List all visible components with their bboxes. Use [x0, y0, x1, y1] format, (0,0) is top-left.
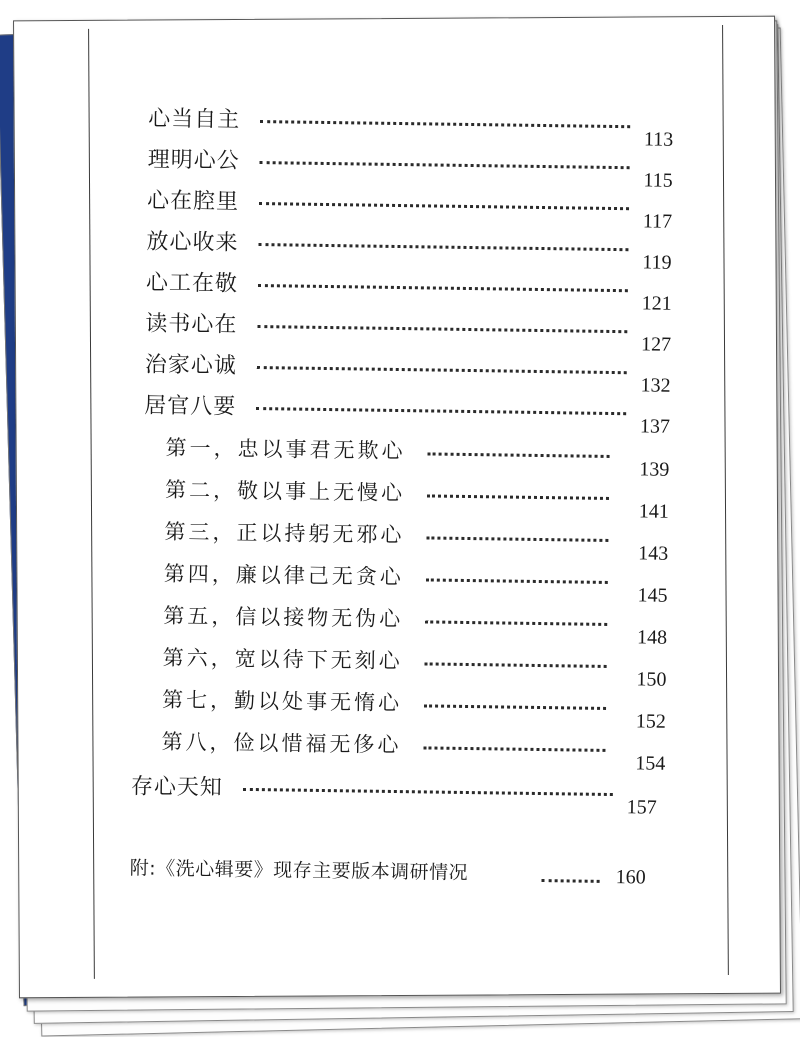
toc-entry-page: 139 — [639, 458, 670, 481]
toc-sub-entry — [163, 558, 684, 607]
toc-sub-entry — [164, 516, 684, 565]
toc-entry-page: 113 — [643, 128, 674, 151]
dot-leader — [542, 879, 600, 883]
toc-entry-page: 152 — [635, 710, 667, 733]
toc-entry-page: 117 — [642, 210, 673, 233]
toc-entry-page: 137 — [639, 415, 671, 438]
toc-sub-entry — [165, 432, 685, 481]
toc-entry-page: 141 — [638, 500, 669, 523]
toc-entry-page: 148 — [636, 626, 668, 649]
toc-entry-page: 154 — [635, 752, 666, 775]
toc-appendix — [129, 853, 669, 899]
toc-page — [13, 16, 781, 999]
toc-entry — [145, 306, 685, 356]
dot-leader — [423, 746, 605, 752]
toc-sub-entry — [164, 474, 685, 523]
toc-entry-title: 居官八要 — [144, 393, 237, 420]
toc-entry-title: 第五，信以接物无伪心 — [163, 603, 404, 632]
toc-entry-title: 读书心在 — [145, 311, 238, 338]
dot-leader — [243, 788, 613, 796]
toc-entry-title: 心工在敬 — [145, 270, 239, 297]
toc-sub-entry — [161, 684, 682, 733]
toc-entry — [144, 388, 684, 438]
toc-entry — [145, 265, 686, 315]
toc-entry — [130, 769, 671, 819]
table-of-contents — [13, 16, 781, 999]
toc-entry-title: 放心收来 — [146, 229, 239, 256]
dot-leader — [260, 161, 630, 169]
toc-appendix-title: 附:《洗心辑要》现存主要版本调研情况 — [129, 857, 469, 885]
dot-leader — [259, 202, 629, 210]
dot-leader — [426, 536, 608, 542]
dot-leader — [426, 578, 608, 584]
toc-entry-title: 第二，敬以事上无慢心 — [164, 477, 406, 506]
toc-entry-title: 第三，正以持躬无邪心 — [164, 519, 405, 548]
dot-leader — [257, 366, 627, 374]
toc-entry-title: 治家心诚 — [144, 352, 237, 379]
toc-entry — [147, 142, 687, 192]
dot-leader — [427, 494, 609, 500]
dot-leader — [258, 243, 628, 251]
toc-entry-title: 第七，勤以处事无惰心 — [161, 687, 403, 716]
toc-entry — [148, 101, 688, 151]
dot-leader — [428, 452, 610, 458]
toc-sub-entry — [162, 642, 682, 691]
toc-entry-page: 121 — [641, 292, 672, 315]
toc-entry-page: 132 — [640, 374, 671, 397]
dot-leader — [256, 407, 626, 415]
toc-entry — [146, 224, 686, 274]
dot-leader — [260, 120, 630, 128]
toc-entry-page: 150 — [636, 668, 667, 691]
toc-entry-page: 145 — [637, 584, 668, 607]
toc-sub-entry — [161, 726, 681, 775]
dot-leader — [257, 325, 627, 333]
toc-entry-page: 127 — [640, 333, 672, 356]
dot-leader — [425, 662, 607, 668]
dot-leader — [424, 704, 606, 710]
toc-entry-title: 第八，俭以惜福无侈心 — [161, 729, 402, 758]
toc-entry-title: 第六，宽以待下无刻心 — [162, 645, 403, 674]
toc-entry-page: 143 — [638, 542, 669, 565]
toc-entry-page: 119 — [642, 251, 672, 274]
toc-appendix-page: 160 — [615, 866, 646, 889]
toc-entry-title: 第一，忠以事君无欺心 — [165, 435, 406, 464]
toc-entry-title: 心当自主 — [148, 106, 241, 133]
toc-entry-page: 115 — [643, 169, 673, 192]
toc-entry-title: 理明心公 — [147, 147, 240, 174]
toc-entry-title: 存心天知 — [130, 774, 224, 801]
toc-entry-title: 心在腔里 — [146, 188, 240, 215]
dot-leader — [425, 620, 607, 626]
toc-entry — [144, 347, 685, 397]
toc-sub-entry — [163, 600, 683, 649]
dot-leader — [258, 284, 628, 292]
toc-entry — [146, 183, 687, 233]
toc-entry-title: 第四，廉以律己无贪心 — [163, 561, 405, 590]
toc-entry-page: 157 — [626, 796, 657, 819]
